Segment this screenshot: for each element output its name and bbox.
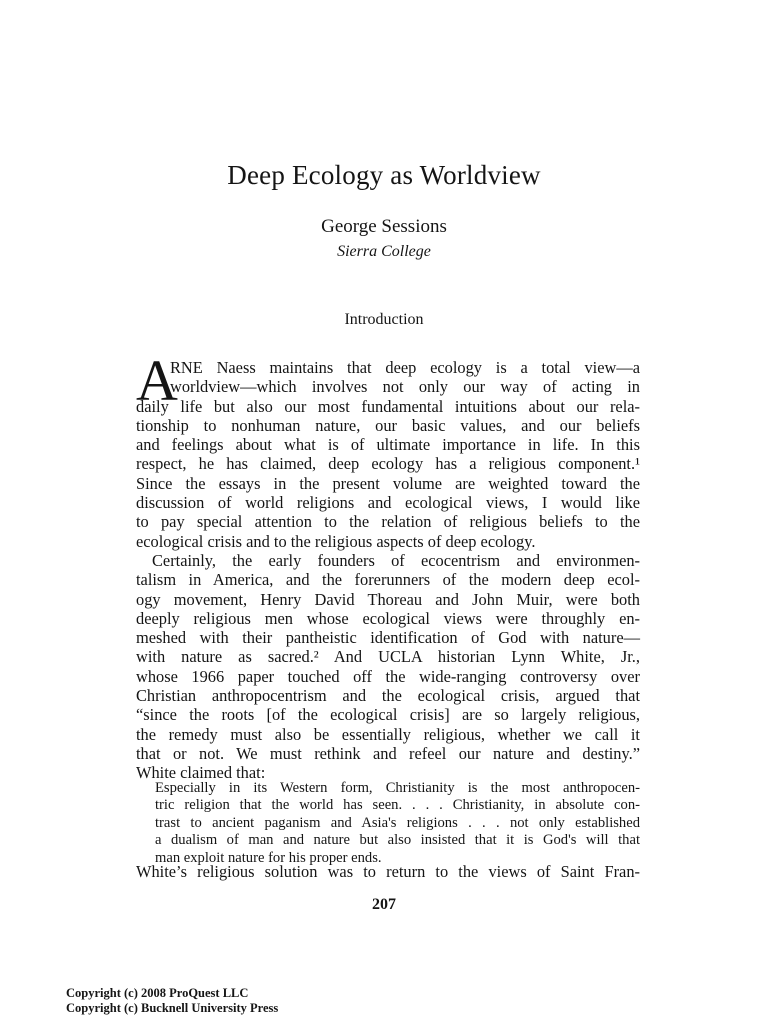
paragraph-line: that or not. We must rethink and refeel our nature and destiny.” bbox=[136, 743, 640, 763]
quote-line: Especially in its Western form, Christianity is the most anthropocen- bbox=[155, 780, 640, 796]
copyright-line: Copyright (c) 2008 ProQuest LLC bbox=[66, 986, 249, 1000]
paragraph-line: worldview—which involves not only our way of acting in bbox=[170, 377, 640, 397]
quote-line: a dualism of man and nature but also insisted that it is God's will that bbox=[155, 832, 640, 849]
second-paragraph bbox=[136, 551, 640, 783]
paragraph-line: with nature as sacred.² And UCLA historian Lynn White, Jr., bbox=[136, 647, 640, 667]
drop-cap: A bbox=[136, 348, 178, 413]
paragraph-line: Certainly, the early founders of ecocentrism and environmen- bbox=[152, 551, 640, 570]
paragraph-line: discussion of world religions and ecological views, I would like bbox=[136, 493, 640, 513]
paragraph-line: the remedy must also be essentially religious, whether we call it bbox=[136, 724, 640, 744]
first-paragraph bbox=[136, 358, 640, 551]
copyright-notice bbox=[66, 986, 278, 1016]
paragraph-line: talism in America, and the forerunners of the modern deep ecol- bbox=[136, 570, 640, 590]
paragraph-line: and feelings about what is of ultimate importance in life. In this bbox=[136, 435, 640, 455]
author-name: George Sessions bbox=[321, 216, 447, 237]
section-heading: Introduction bbox=[344, 311, 424, 328]
paragraph-line: ecological crisis and to the religious aspects of deep ecology. bbox=[136, 531, 536, 551]
paragraph-line: tionship to nonhuman nature, our basic values, and our beliefs bbox=[136, 415, 640, 435]
paragraph-line: to pay special attention to the relation of religious beliefs to the bbox=[136, 512, 640, 532]
paragraph-line: RNE Naess maintains that deep ecology is a total view—a bbox=[170, 358, 640, 377]
paragraph-line: whose 1966 paper touched off the wide-ranging controversy over bbox=[136, 666, 640, 686]
paragraph-line: White claimed that: bbox=[136, 763, 266, 783]
paragraph-line: meshed with their pantheistic identification of God with nature— bbox=[136, 628, 640, 648]
paragraph-line: “since the roots [of the ecological crisis] are so largely religious, bbox=[136, 705, 640, 725]
block-quote bbox=[155, 780, 640, 867]
quote-line: man exploit nature for his proper ends. bbox=[155, 849, 382, 866]
paragraph-line: deeply religious men whose ecological views were throughly en- bbox=[136, 608, 640, 628]
author-affiliation: Sierra College bbox=[337, 243, 431, 260]
article-title: Deep Ecology as Worldview bbox=[227, 160, 541, 190]
paragraph-line: Since the essays in the present volume are weighted toward the bbox=[136, 473, 640, 493]
page-number: 207 bbox=[372, 896, 396, 913]
copyright-line: Copyright (c) Bucknell University Press bbox=[66, 1001, 279, 1015]
paragraph-line: White’s religious solution was to return to the views of Saint Fran- bbox=[136, 862, 640, 881]
closing-paragraph bbox=[136, 862, 640, 881]
paragraph-line: ogy movement, Henry David Thoreau and John Muir, were both bbox=[136, 589, 640, 609]
quote-line: tric religion that the world has seen. . . . Christianity, in absolute con- bbox=[155, 797, 640, 814]
paragraph-line: daily life but also our most fundamental intuitions about our rela- bbox=[136, 396, 640, 416]
paragraph-line: respect, he has claimed, deep ecology has a religious component.¹ bbox=[136, 454, 640, 474]
quote-line: trast to ancient paganism and Asia's religions . . . not only established bbox=[155, 814, 640, 831]
paragraph-line: Christian anthropocentrism and the ecological crisis, argued that bbox=[136, 686, 640, 706]
